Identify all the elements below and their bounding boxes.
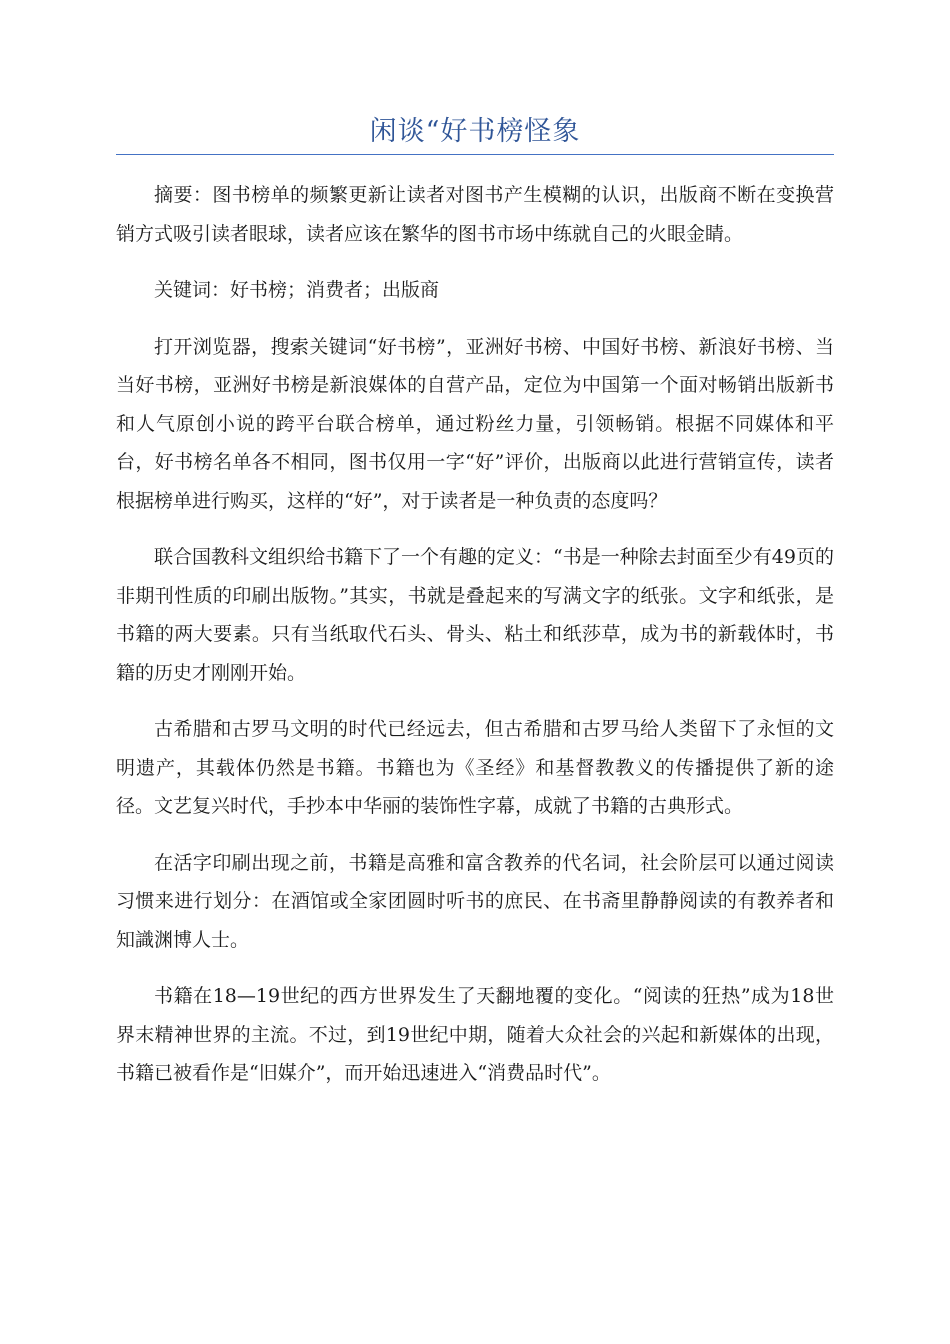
- body-paragraph: 联合国教科文组织给书籍下了一个有趣的定义：“书是一种除去封面至少有49页的非期刊性质的印刷出版物。”其实，书就是叠起来的写满文字的纸张。文字和纸张，是书籍的两大要素。只有当纸取代石头、骨头、粘土和纸莎草，成为书的新载体时，书籍的历史才刚刚开始。: [116, 546, 834, 684]
- body-paragraph: 书籍在18—19世纪的西方世界发生了天翻地覆的变化。“阅读的狂热”成为18世界末精神世界的主流。不过，到19世纪中期，随着大众社会的兴起和新媒体的出现，书籍已被看作是“旧媒介”，而开始迅速进入“消费品时代”。: [116, 985, 834, 1084]
- keywords-paragraph: 关键词：好书榜；消费者；出版商: [154, 279, 440, 301]
- title-underline: [116, 154, 834, 155]
- body-paragraph: 在活字印刷出现之前，书籍是高雅和富含教养的代名词，社会阶层可以通过阅读习惯来进行划分：在酒馆或全家团圆时听书的庶民、在书斋里静静阅读的有教养者和知識渊博人士。: [116, 851, 834, 951]
- body-paragraph: 古希腊和古罗马文明的时代已经远去，但古希腊和古罗马给人类留下了永恒的文明遗产，其载体仍然是书籍。书籍也为《圣经》和基督教教义的传播提供了新的途径。文艺复兴时代，手抄本中华丽的装饰性字幕，成就了书籍的古典形式。: [116, 718, 834, 817]
- page-title: 闲谈“好书榜怪象: [369, 116, 581, 147]
- body-paragraph: 打开浏览器，搜索关键词“好书榜”，亚洲好书榜、中国好书榜、新浪好书榜、当当好书榜，亚洲好书榜是新浪媒体的自营产品，定位为中国第一个面对畅销出版新书和人气原创小说的跨平台联合榜单，通过粉丝力量，引领畅销。根据不同媒体和平台，好书榜名单各不相同，图书仅用一字“好”评价，出版商以此进行营销宣传，读者根据榜单进行购买，这样的“好”，对于读者是一种负责的态度吗？: [116, 335, 834, 512]
- document-body: [116, 176, 834, 1111]
- abstract-paragraph: 摘要：图书榜单的频繁更新让读者对图书产生模糊的认识，出版商不断在变换营销方式吸引读者眼球，读者应该在繁华的图书市场中练就自己的火眼金睛。: [116, 184, 834, 245]
